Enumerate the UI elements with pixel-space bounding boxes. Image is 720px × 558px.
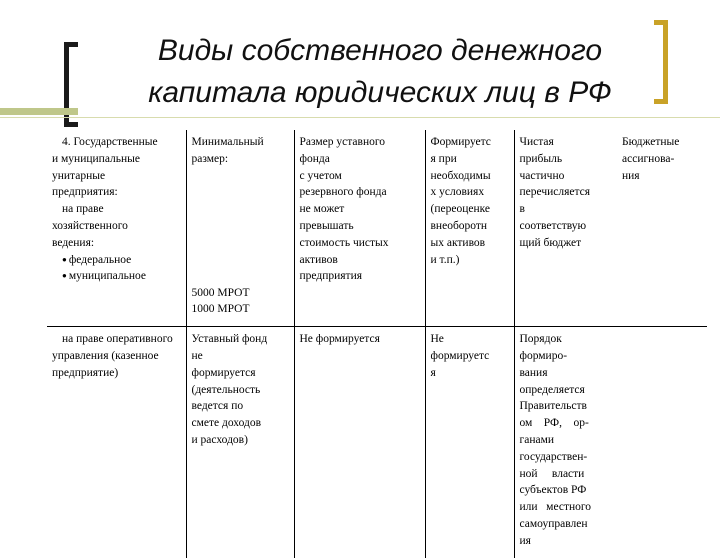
cell-line: не может <box>299 203 345 216</box>
table-cell <box>294 327 425 558</box>
accent-bar <box>0 108 78 115</box>
bullet-item: ● федеральное <box>52 252 181 269</box>
table-cell <box>617 130 707 327</box>
cell-line: ганами <box>519 433 555 446</box>
capital-table <box>47 130 707 558</box>
cell-line: 4. Государственные <box>62 136 158 148</box>
title-line-2: капитала юридических лиц в РФ <box>148 76 612 109</box>
table-cell <box>47 327 186 558</box>
cell-line: и расходов) <box>191 433 248 446</box>
cell-line: Не формируется <box>299 333 380 346</box>
cell-line: Размер уставного <box>299 136 386 148</box>
cell-line: Порядок <box>519 333 562 346</box>
cell-line: резервного фонда <box>299 186 387 199</box>
table-cell <box>425 130 514 327</box>
cell-line: ной власти <box>519 467 585 480</box>
cell-line: предприятия <box>299 270 363 283</box>
table-cell <box>294 130 425 327</box>
title-line-1: Виды собственного денежного <box>157 34 603 67</box>
cell-line: и т.п.) <box>430 253 460 266</box>
cell-line: 5000 МРОТ <box>191 286 250 299</box>
cell-line: ых активов <box>430 236 486 249</box>
cell-line: определяется <box>519 383 585 396</box>
cell-line: Минимальный <box>191 136 264 148</box>
cell-line: прибыль <box>519 152 563 165</box>
cell-line: не <box>191 349 203 362</box>
cell-line: превышать <box>299 219 354 232</box>
cell-line: хозяйственного <box>52 219 128 232</box>
cell-line: размер: <box>191 152 229 165</box>
cell-line: 1000 МРОТ <box>191 303 250 316</box>
cell-line: частично <box>519 169 565 182</box>
cell-line: самоуправлен <box>519 517 588 530</box>
cell-line: Чистая <box>519 136 554 148</box>
cell-line: ассигнова- <box>622 152 675 165</box>
cell-line: Не <box>430 333 444 346</box>
table-cell <box>617 327 707 558</box>
cell-line: Уставный фонд <box>191 333 268 346</box>
cell-line: унитарные <box>52 169 106 182</box>
header-divider <box>0 117 720 118</box>
cell-line: предприятия: <box>52 186 118 199</box>
cell-line: с учетом <box>299 169 342 182</box>
cell-line: я <box>430 366 436 379</box>
cell-line: или местного <box>519 501 592 514</box>
cell-line: формиро- <box>519 349 568 362</box>
cell-line: ния <box>622 169 640 182</box>
cell-line: на праве оперативного <box>62 333 173 346</box>
cell-line: Бюджетные <box>622 136 680 148</box>
cell-line: Правительств <box>519 400 587 413</box>
cell-line: и муниципальные <box>52 152 141 165</box>
cell-line: ом РФ, ор- <box>519 417 589 430</box>
cell-line: я при <box>430 152 457 165</box>
table-cell <box>425 327 514 558</box>
cell-line: соответствую <box>519 219 587 232</box>
bullet-item: ● муниципальное <box>52 268 181 285</box>
cell-line: ведется по <box>191 400 244 413</box>
cell-line: на праве <box>62 203 104 216</box>
slide-title <box>100 30 660 114</box>
cell-line: внеоборотн <box>430 219 488 232</box>
cell-line: в <box>519 203 525 216</box>
table-row <box>47 327 707 558</box>
cell-line: стоимость чистых <box>299 236 389 249</box>
cell-line: формируется <box>191 366 256 379</box>
cell-line: вания <box>519 366 548 379</box>
cell-line: управления (казенное <box>52 349 159 362</box>
cell-spacer <box>192 168 289 285</box>
cell-line: смете доходов <box>191 417 262 430</box>
cell-line: ведения: <box>52 236 95 249</box>
cell-line: субъектов РФ <box>519 484 587 497</box>
cell-line: (переоценке <box>430 203 491 216</box>
cell-line: Формируетс <box>430 136 491 148</box>
cell-line: фонда <box>299 152 330 165</box>
cell-line: формируетс <box>430 349 490 362</box>
cell-line: ия <box>519 534 531 547</box>
table-cell <box>47 130 186 327</box>
table-row <box>47 130 707 327</box>
cell-line: активов <box>299 253 338 266</box>
table-cell <box>514 327 617 558</box>
cell-line: государствен- <box>519 450 588 463</box>
table-cell <box>514 130 617 327</box>
cell-line: х условиях <box>430 186 485 199</box>
cell-line: необходимы <box>430 169 491 182</box>
cell-line: щий бюджет <box>519 236 582 249</box>
table-cell <box>186 327 294 558</box>
cell-line: (деятельность <box>191 383 261 396</box>
cell-line: перечисляется <box>519 186 591 199</box>
table-cell <box>186 130 294 327</box>
cell-line: предприятие) <box>52 366 119 379</box>
